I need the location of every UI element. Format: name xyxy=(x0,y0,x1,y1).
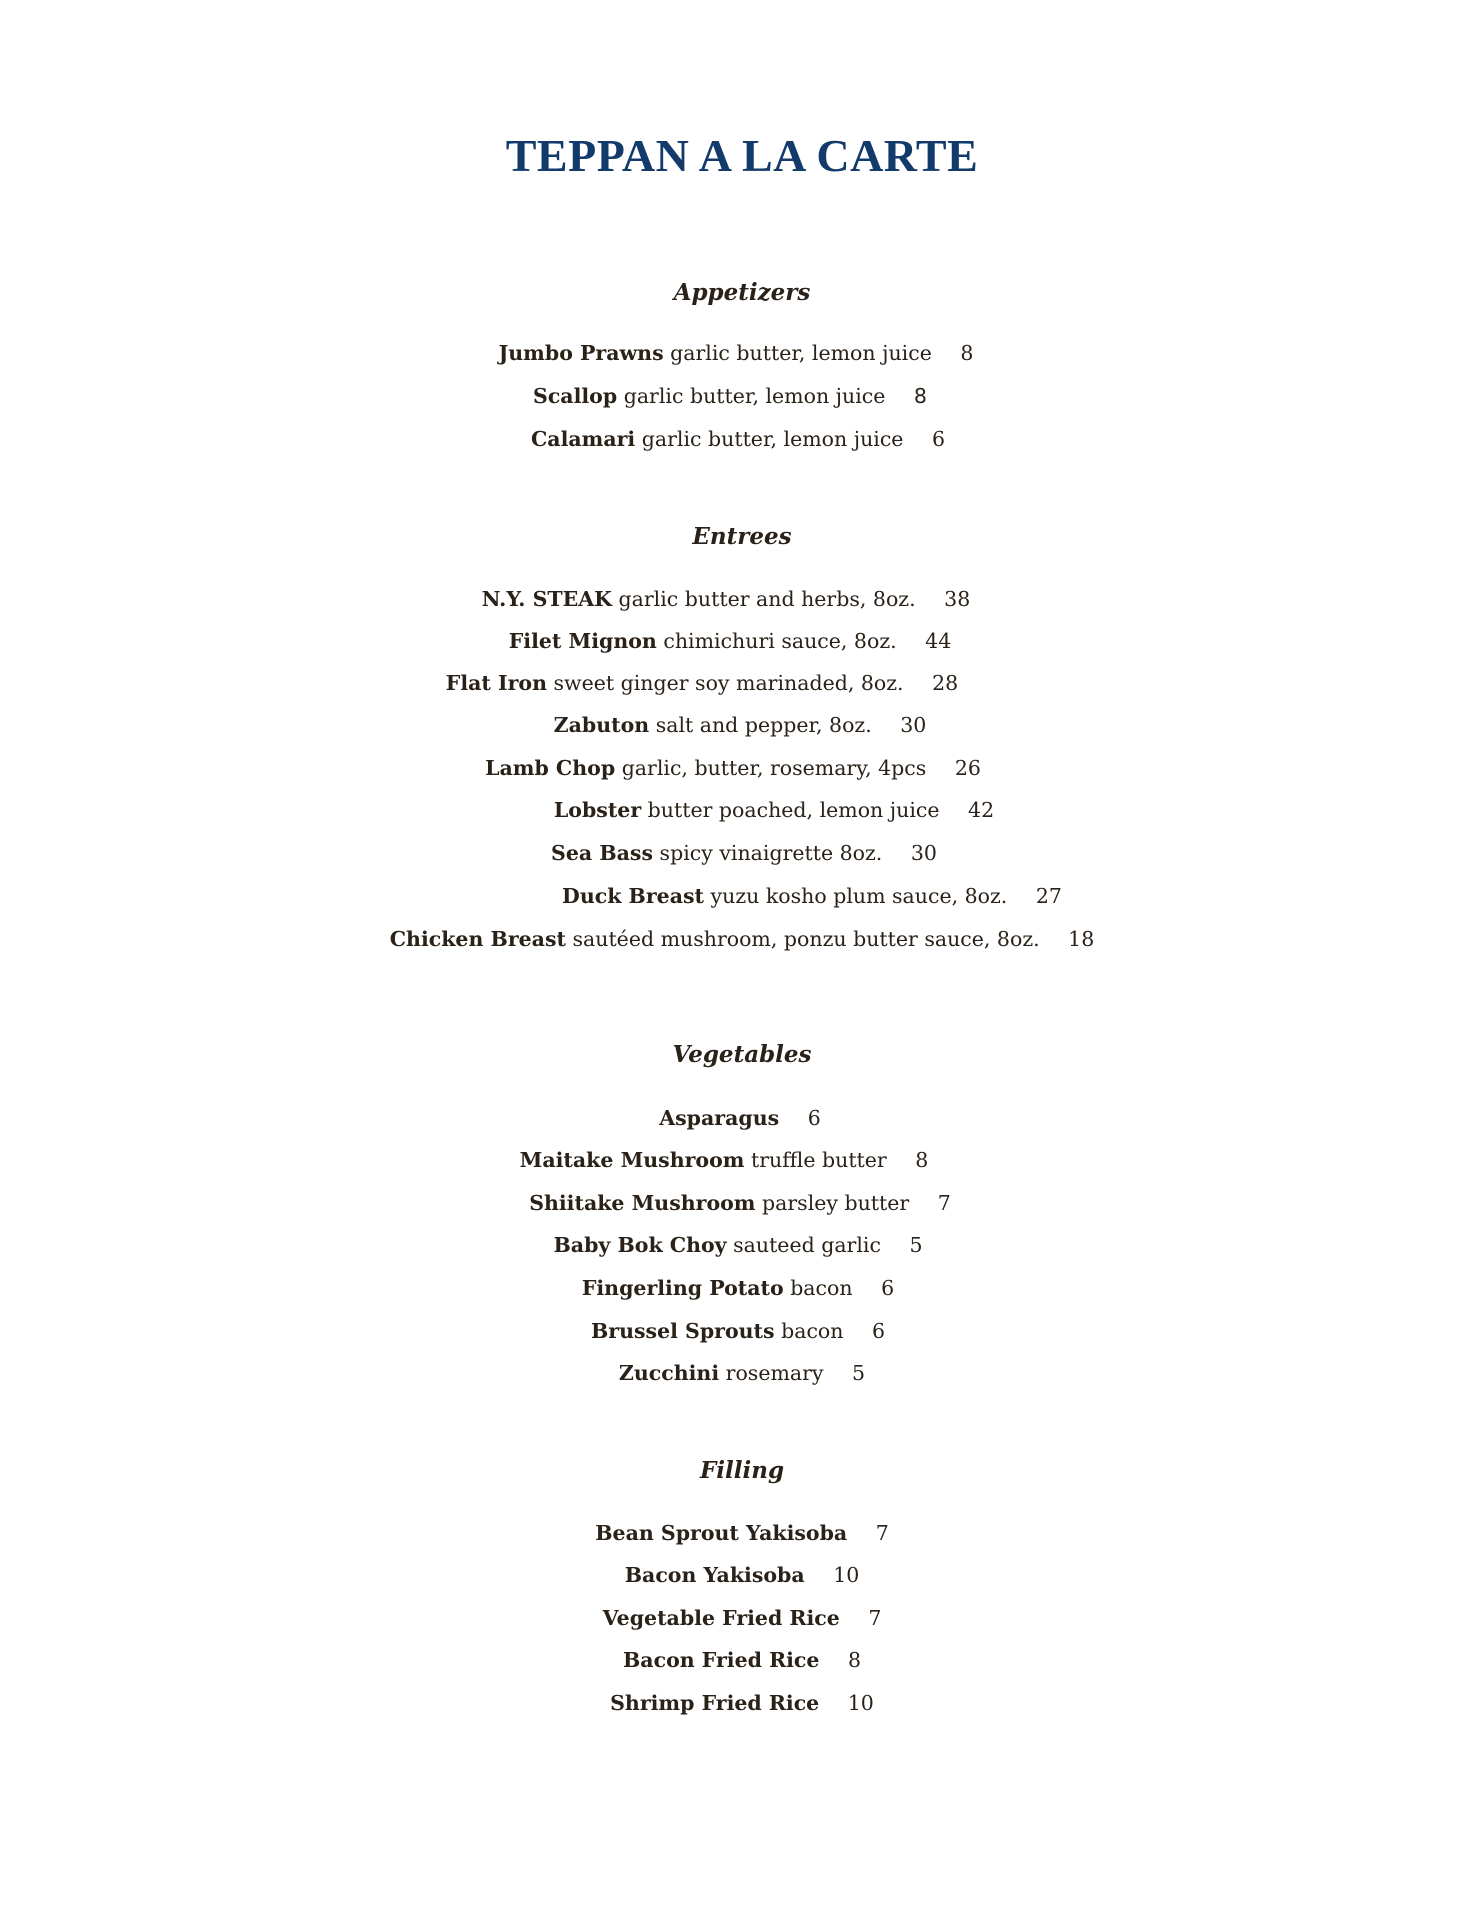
item-price: 7 xyxy=(875,1521,889,1545)
item-price: 10 xyxy=(847,1691,874,1715)
menu-item xyxy=(0,753,1475,783)
item-description: chimichuri sauce, 8oz. xyxy=(663,629,897,653)
item-name: Duck Breast xyxy=(562,884,705,908)
menu-item xyxy=(0,1316,1480,1346)
item-name: Lobster xyxy=(553,798,642,822)
item-price: 8 xyxy=(847,1648,862,1672)
item-price: 30 xyxy=(910,841,937,865)
item-description: rosemary xyxy=(725,1361,824,1385)
item-price: 42 xyxy=(968,798,995,822)
item-price: 6 xyxy=(931,427,946,451)
item-name: Scallop xyxy=(533,384,618,408)
item-name: Bacon Yakisoba xyxy=(624,1563,805,1587)
item-name: Jumbo Prawns xyxy=(498,341,664,365)
item-price: 38 xyxy=(944,587,971,611)
menu-item xyxy=(0,1603,1484,1633)
item-price: 8 xyxy=(915,1148,929,1172)
item-price: 10 xyxy=(833,1563,860,1587)
menu-item xyxy=(0,710,1482,740)
item-price: 6 xyxy=(807,1106,821,1130)
menu-item xyxy=(0,1645,1484,1675)
menu-item xyxy=(0,1560,1484,1590)
item-name: Shrimp Fried Rice xyxy=(610,1691,820,1715)
menu-item xyxy=(70,881,1484,911)
item-name: Zabuton xyxy=(553,713,650,737)
item-name: Flat Iron xyxy=(445,671,547,695)
item-name: Bean Sprout Yakisoba xyxy=(595,1521,848,1545)
menu-item xyxy=(0,1145,1466,1175)
menu-item xyxy=(0,1188,1482,1218)
section-heading-filling: Filling xyxy=(699,1457,785,1484)
item-price: 44 xyxy=(925,629,952,653)
menu-item xyxy=(0,924,1484,954)
item-description: bacon xyxy=(781,1319,844,1343)
menu-item xyxy=(0,1358,1484,1388)
menu-item xyxy=(0,338,1478,368)
item-price: 30 xyxy=(900,713,927,737)
item-name: Brussel Sprouts xyxy=(590,1319,775,1343)
item-price: 26 xyxy=(954,756,981,780)
item-name: Zucchini xyxy=(618,1361,720,1385)
item-description: parsley butter xyxy=(762,1191,910,1215)
menu-item xyxy=(0,626,1472,656)
item-description: truffle butter xyxy=(750,1148,887,1172)
menu-item xyxy=(0,1273,1480,1303)
item-price: 28 xyxy=(932,671,959,695)
item-price: 6 xyxy=(881,1276,895,1300)
item-name: Chicken Breast xyxy=(389,927,566,951)
item-price: 8 xyxy=(960,341,974,365)
menu-item xyxy=(32,795,1484,825)
item-description: sauteed garlic xyxy=(733,1233,881,1257)
item-description: garlic butter, lemon juice xyxy=(623,384,886,408)
item-description: spicy vinaigrette 8oz. xyxy=(659,841,883,865)
menu-item xyxy=(0,584,1468,614)
item-name: N.Y. STEAK xyxy=(481,587,612,611)
item-description: salt and pepper, 8oz. xyxy=(655,713,872,737)
item-name: Asparagus xyxy=(659,1106,780,1130)
menu-item xyxy=(0,1688,1484,1718)
item-description: garlic butter, lemon juice xyxy=(641,427,904,451)
item-name: Baby Bok Choy xyxy=(553,1233,727,1257)
item-description: butter poached, lemon juice xyxy=(647,798,940,822)
item-price: 7 xyxy=(868,1606,882,1630)
item-name: Fingerling Potato xyxy=(581,1276,784,1300)
item-price: 27 xyxy=(1035,884,1062,908)
item-name: Sea Bass xyxy=(551,841,654,865)
section-heading-entrees: Entrees xyxy=(692,523,792,550)
section-heading-vegetables: Vegetables xyxy=(672,1041,812,1068)
menu-item xyxy=(0,668,1444,698)
item-name: Maitake Mushroom xyxy=(519,1148,745,1172)
menu-item xyxy=(0,1230,1480,1260)
menu-item xyxy=(2,838,1484,868)
item-price: 8 xyxy=(913,384,927,408)
item-price: 6 xyxy=(872,1319,886,1343)
item-price: 18 xyxy=(1068,927,1095,951)
item-description: sweet ginger soy marinaded, 8oz. xyxy=(553,671,904,695)
item-name: Calamari xyxy=(530,427,636,451)
menu-title: TEPPAN A LA CARTE xyxy=(505,130,979,181)
menu-item xyxy=(0,1518,1484,1548)
item-description: garlic butter, lemon juice xyxy=(670,341,932,365)
menu-item xyxy=(0,1103,1482,1133)
item-price: 5 xyxy=(909,1233,923,1257)
item-price: 7 xyxy=(937,1191,951,1215)
item-name: Lamb Chop xyxy=(485,756,616,780)
item-description: sautéed mushroom, ponzu butter sauce, 8oz. xyxy=(572,927,1040,951)
item-description: garlic butter and herbs, 8oz. xyxy=(618,587,916,611)
item-description: garlic, butter, rosemary, 4pcs xyxy=(621,756,927,780)
menu-item xyxy=(0,381,1472,411)
item-description: yuzu kosho plum sauce, 8oz. xyxy=(710,884,1008,908)
item-name: Shiitake Mushroom xyxy=(529,1191,756,1215)
item-price: 5 xyxy=(852,1361,866,1385)
section-heading-appetizers: Appetizers xyxy=(673,279,811,306)
menu-item xyxy=(0,424,1480,454)
item-name: Vegetable Fried Rice xyxy=(602,1606,840,1630)
item-description: bacon xyxy=(790,1276,853,1300)
item-name: Bacon Fried Rice xyxy=(622,1648,820,1672)
item-name: Filet Mignon xyxy=(508,629,657,653)
